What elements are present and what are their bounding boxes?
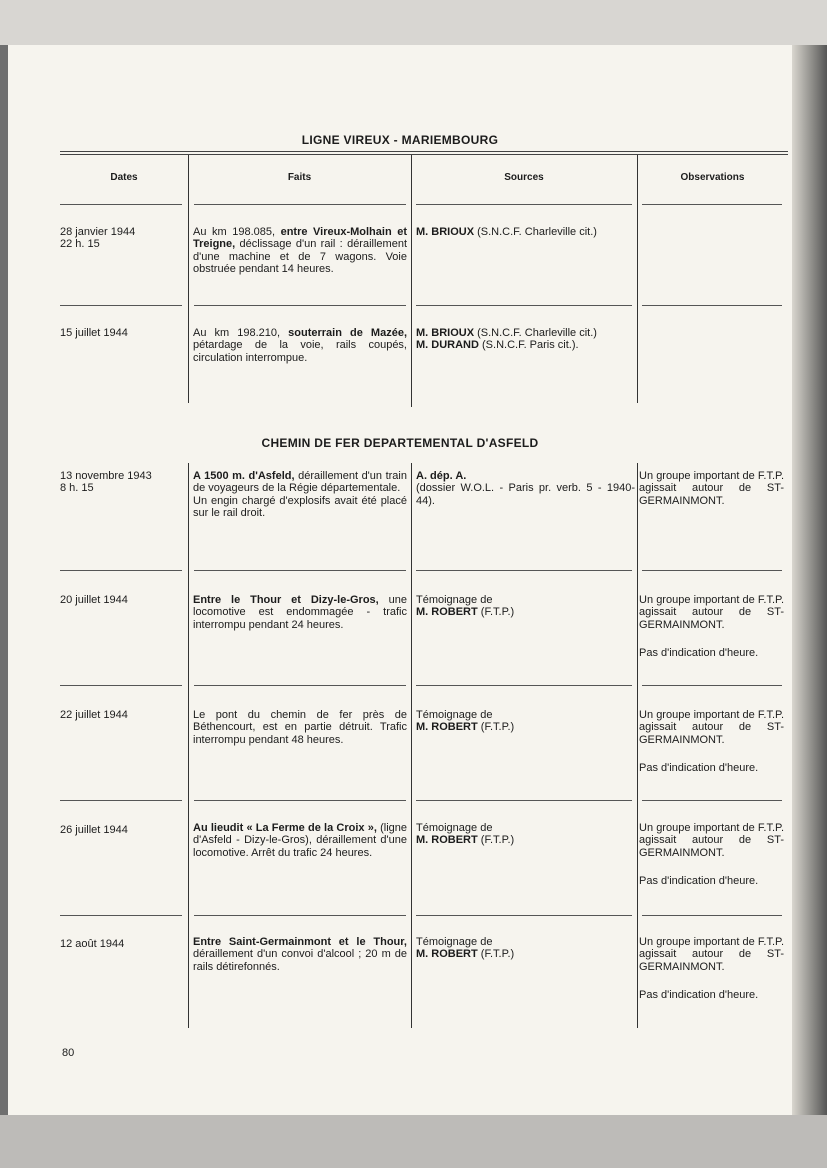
table-row-sources <box>416 594 635 619</box>
row-separator <box>642 305 782 306</box>
col-rule-1 <box>188 155 189 403</box>
row-separator <box>416 204 632 205</box>
faits-text: Au km 198.210, <box>193 327 289 339</box>
col-rule-3 <box>637 155 638 403</box>
col-rule-2 <box>411 463 412 1028</box>
observation-note: Pas d'indication d'heure. <box>639 874 759 887</box>
table-row-faits <box>193 226 407 275</box>
row-separator <box>194 800 406 801</box>
col-rule-3 <box>637 463 638 1028</box>
scan-top-band <box>0 0 827 45</box>
faits-text: déraillement d'un train de voyageurs de la Régie départementale. <box>193 470 407 495</box>
table-row-sources <box>416 327 636 352</box>
table-row-sources <box>416 936 635 961</box>
header-dates: Dates <box>110 172 138 183</box>
faits-text: Au km 198.085, <box>193 226 281 238</box>
faits-text: pétardage de la voie, rails coupés, circulation interrompue. <box>193 339 407 364</box>
source-detail: (S.N.C.F. Paris cit.). <box>478 339 579 352</box>
table-row-sources <box>416 822 635 847</box>
table-row-date <box>60 709 185 721</box>
table-row-observations <box>639 936 784 1001</box>
row-separator <box>194 204 406 205</box>
row-separator <box>194 915 406 916</box>
source-detail: (dossier W.O.L. - Paris pr. verb. 5 - 1940-44). <box>416 482 635 507</box>
faits-place: Au lieudit « La Ferme de la Croix », <box>193 822 377 834</box>
page-content <box>8 45 792 1115</box>
date-text: 12 août 1944 <box>60 938 125 950</box>
time-text: 8 h. 15 <box>60 482 94 495</box>
table-row-faits <box>193 470 407 519</box>
source-name: A. dép. A. <box>416 470 467 482</box>
source-name: M. BRIOUX <box>416 327 475 339</box>
observation-text: Un groupe important de F.T.P. agissait autour de ST-GERMAINMONT. <box>639 470 784 507</box>
source-intro: Témoignage de <box>416 822 493 834</box>
table-row-faits <box>193 327 407 364</box>
page-number: 80 <box>62 1047 75 1059</box>
row-separator <box>416 570 632 571</box>
source-name: M. ROBERT <box>416 606 478 619</box>
source-detail: (F.T.P.) <box>477 606 515 619</box>
row-separator <box>416 685 632 686</box>
row-separator <box>60 800 182 801</box>
source-detail: (F.T.P.) <box>477 721 515 734</box>
table-row-sources <box>416 709 635 734</box>
source-name: M. DURAND <box>416 339 479 352</box>
table-row-faits <box>193 594 407 631</box>
row-separator <box>416 915 632 916</box>
table-row-sources <box>416 470 635 507</box>
table-row-faits <box>193 936 407 973</box>
scan-bottom-band <box>0 1115 827 1168</box>
faits-text: une locomotive est endommagée - trafic interrompu pendant 24 heures. <box>193 594 407 631</box>
table-row-date <box>60 938 185 950</box>
table-row-faits <box>193 822 407 859</box>
table-row-date <box>60 327 185 339</box>
row-separator <box>194 685 406 686</box>
source-intro: Témoignage de <box>416 594 493 606</box>
header-faits: Faits <box>287 172 312 183</box>
faits-text: (ligne d'Asfeld - Dizy-le-Gros), déraillement d'une locomotive. Arrêt du trafic 24 heures. <box>193 822 407 859</box>
faits-place: entre Vireux-Molhain et Treigne, <box>193 226 407 251</box>
table-row-sources <box>416 226 636 238</box>
source-name: M. ROBERT <box>416 721 478 734</box>
header-rule-top-2 <box>60 154 788 155</box>
row-separator <box>60 204 182 205</box>
row-separator <box>60 685 182 686</box>
row-separator <box>60 570 182 571</box>
table-row-date <box>60 470 185 495</box>
table-row-date <box>60 824 185 836</box>
row-separator <box>60 915 182 916</box>
faits-text: déclissage d'un rail : déraillement d'une machine et de 7 wagons. Voie obstruée pendant 14 heures. <box>193 238 407 275</box>
row-separator <box>416 800 632 801</box>
section-title-asfeld: CHEMIN DE FER DEPARTEMENTAL D'ASFELD <box>261 436 539 450</box>
table-row-faits <box>193 709 407 746</box>
source-detail: (F.T.P.) <box>477 834 515 847</box>
section-title-vireux: LIGNE VIREUX - MARIEMBOURG <box>301 133 499 147</box>
table-row-observations <box>639 822 784 887</box>
source-name: M. ROBERT <box>416 948 478 961</box>
row-separator <box>416 305 632 306</box>
row-separator <box>194 305 406 306</box>
faits-place: souterrain de Mazée, <box>288 327 407 339</box>
date-text: 22 juillet 1944 <box>60 709 128 721</box>
table-row-observations <box>639 594 784 659</box>
page-edge-shadow <box>792 45 827 1115</box>
source-intro: Témoignage de <box>416 936 493 948</box>
date-text: 28 janvier 1944 <box>60 226 136 238</box>
faits-place: A 1500 m. d'Asfeld, <box>193 470 295 482</box>
faits-place: Entre le Thour et Dizy-le-Gros, <box>193 594 379 606</box>
table-row-observations <box>639 709 784 774</box>
faits-place: Entre Saint-Germainmont et le Thour, <box>193 936 407 948</box>
observation-text: Un groupe important de F.T.P. agissait autour de ST-GERMAINMONT. <box>639 822 784 859</box>
row-separator <box>642 570 782 571</box>
col-rule-2 <box>411 155 412 407</box>
source-detail: (F.T.P.) <box>477 948 515 961</box>
row-separator <box>642 915 782 916</box>
faits-text: Le pont du chemin de fer près de Béthencourt, est en partie détruit. Trafic interrompu pendant 48 heures. <box>193 709 407 746</box>
date-text: 20 juillet 1944 <box>60 594 128 606</box>
time-text: 22 h. 15 <box>60 238 100 251</box>
observation-note: Pas d'indication d'heure. <box>639 761 759 774</box>
header-sources: Sources <box>504 172 544 183</box>
row-separator <box>60 305 182 306</box>
header-rule-top <box>60 151 788 152</box>
source-intro: Témoignage de <box>416 709 493 721</box>
col-rule-1 <box>188 463 189 1028</box>
observation-text: Un groupe important de F.T.P. agissait autour de ST-GERMAINMONT. <box>639 709 784 746</box>
table-row-date <box>60 594 185 606</box>
faits-text: déraillement d'un convoi d'alcool ; 20 m de rails détirefonnés. <box>193 948 407 973</box>
row-separator <box>642 685 782 686</box>
source-detail: (S.N.C.F. Charleville cit.) <box>474 226 597 238</box>
table-row-observations <box>639 470 784 507</box>
observation-note: Pas d'indication d'heure. <box>639 646 759 659</box>
observation-text: Un groupe important de F.T.P. agissait autour de ST-GERMAINMONT. <box>639 594 784 631</box>
header-observations: Observations <box>680 172 745 183</box>
row-separator <box>642 800 782 801</box>
row-separator <box>194 570 406 571</box>
date-text: 15 juillet 1944 <box>60 327 128 339</box>
date-text: 26 juillet 1944 <box>60 824 128 836</box>
source-name: M. BRIOUX <box>416 226 475 238</box>
table-row-date <box>60 226 185 251</box>
row-separator <box>642 204 782 205</box>
observation-note: Pas d'indication d'heure. <box>639 988 759 1001</box>
source-detail: (S.N.C.F. Charleville cit.) <box>474 327 597 339</box>
date-text: 13 novembre 1943 <box>60 470 152 482</box>
source-name: M. ROBERT <box>416 834 478 847</box>
observation-text: Un groupe important de F.T.P. agissait autour de ST-GERMAINMONT. <box>639 936 784 973</box>
faits-text: Un engin chargé d'explosifs avait été placé sur le rail droit. <box>193 494 407 519</box>
